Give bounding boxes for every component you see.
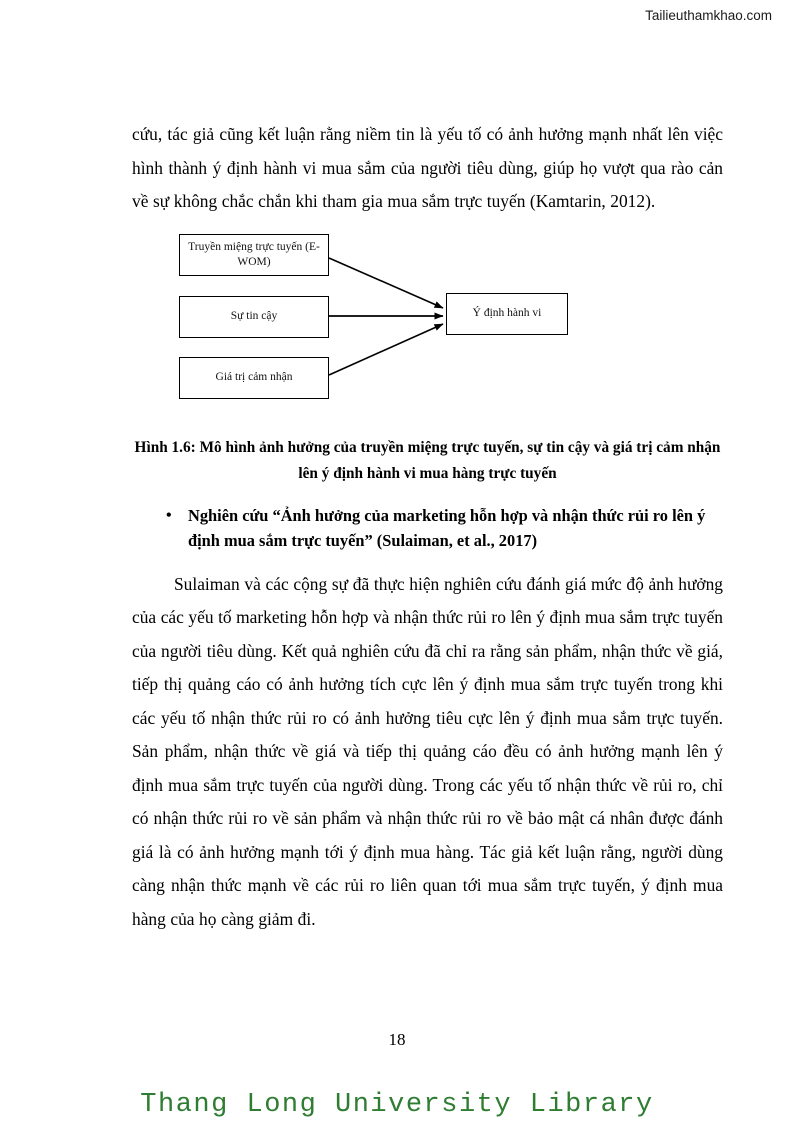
arrow-ewom-to-intention xyxy=(329,258,443,308)
arrow-value-to-intention xyxy=(329,324,443,375)
paragraph-sulaiman-study: Sulaiman và các cộng sự đã thực hiện nghiên cứu đánh giá mức độ ảnh hưởng của các yếu tố marketing hỗn hợp và nhận thức rủi ro lên ý định mua sắm trực tuyến của người tiêu dùng. Kết quả nghiên cứu đã chỉ ra rằng sản phẩm, nhận thức về giá, tiếp thị quảng cáo có ảnh hưởng tích cực lên ý định mua sắm trực tuyến trong khi các yếu tố nhận thức rủi ro có ảnh hưởng tiêu cực lên ý định mua sắm trực tuyến. Sản phẩm, nhận thức về giá và tiếp thị quảng cáo đều có ảnh hưởng mạnh lên ý định mua sắm trực tuyến của người dùng. Trong các yếu tố nhận thức về rủi ro, chỉ có nhận thức rủi ro về sản phẩm và nhận thức rủi ro về bảo mật cá nhân được đánh giá là có ảnh hưởng mạnh tới ý định mua hàng. Tác giả kết luận rằng, người dùng càng nhận thức mạnh về các rủi ro liên quan tới mua sắm trực tuyến, ý định mua hàng của họ càng giảm đi. xyxy=(132,573,723,929)
bullet-heading xyxy=(132,503,723,554)
footer-watermark: Thang Long University Library xyxy=(140,1090,654,1120)
paragraph-continuation: cứu, tác giả cũng kết luận rằng niềm tin là yếu tố có ảnh hưởng mạnh nhất lên việc hình thành ý định hành vi mua sắm của người tiêu dùng, giúp họ vượt qua rào cản về sự không chắc chắn khi tham gia mua sắm trực tuyến (Kamtarin, 2012). xyxy=(132,124,723,211)
diagram-box-ewom: Truyền miệng trực tuyến (E-WOM) xyxy=(179,234,329,276)
diagram-canvas xyxy=(132,229,723,421)
diagram-box-perceived-value: Giá trị cảm nhận xyxy=(179,357,329,399)
header-watermark: Tailieuthamkhao.com xyxy=(645,8,772,23)
figure-caption: Hình 1.6: Mô hình ảnh hưởng của truyền miệng trực tuyến, sự tin cậy và giá trị cảm nhận lên ý định hành vi mua hàng trực tuyến xyxy=(134,438,721,482)
figure-1-6 xyxy=(132,229,723,421)
page-number: 18 xyxy=(388,1030,406,1049)
diagram-box-behavioral-intention: Ý định hành vi xyxy=(446,293,568,335)
bullet-heading-text: Nghiên cứu “Ảnh hưởng của marketing hỗn hợp và nhận thức rủi ro lên ý định mua sắm trực tuyến” (Sulaiman, et al., 2017) xyxy=(188,505,706,550)
diagram-box-trust: Sự tin cậy xyxy=(179,296,329,338)
bullet-marker-icon: • xyxy=(166,506,172,524)
page-content xyxy=(132,118,723,936)
